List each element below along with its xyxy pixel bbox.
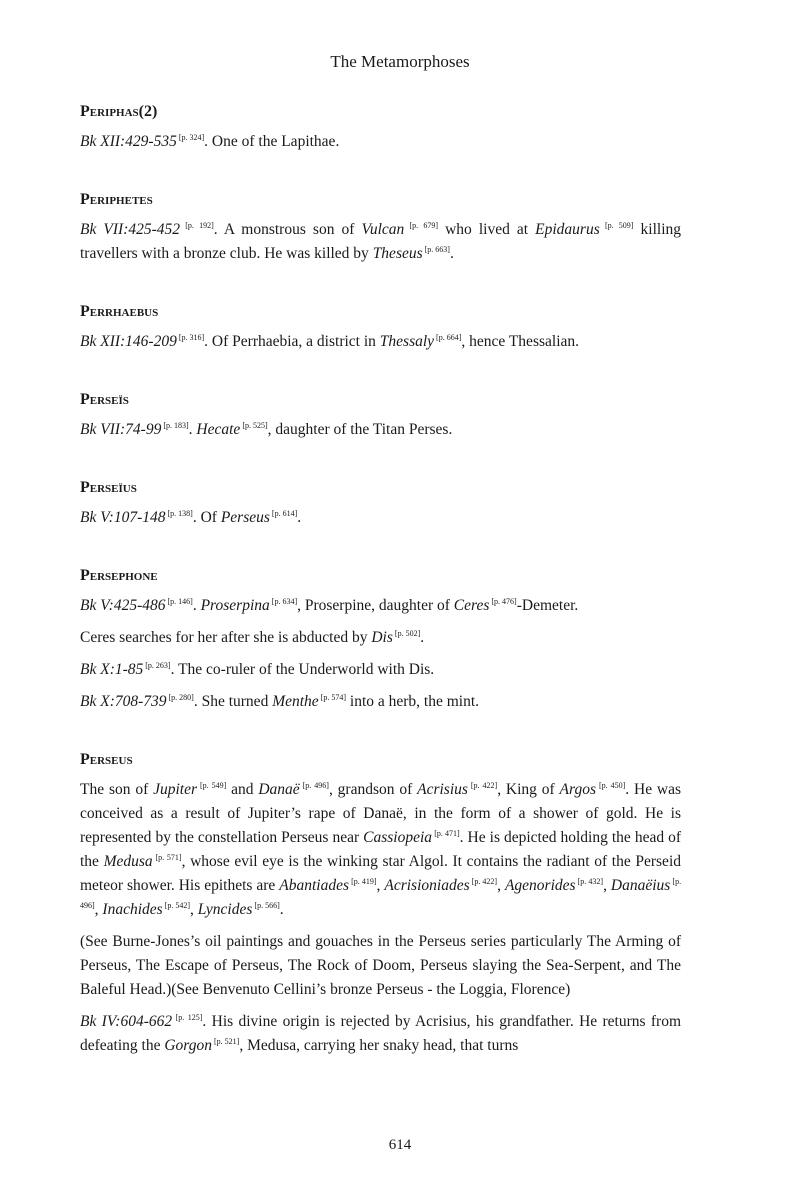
body-text: , [376,877,385,894]
page-reference[interactable]: [p. 183] [161,420,189,430]
page-reference[interactable]: [p. 450] [596,780,626,790]
entry-paragraph [80,506,681,530]
page-reference[interactable]: [p. 614] [269,508,298,518]
cross-reference-link[interactable]: Proserpina [200,597,270,614]
entry-title: Periphetes [80,191,153,208]
book-line-reference[interactable]: Bk XII:146-209 [80,333,177,350]
body-text: . He was conceived as a result of Jupiter’s rape of Danaë, in the form of a shower of gold. He is represented by the constellation Perseus near [80,781,682,846]
page-reference[interactable]: [p. 476] [489,596,517,606]
entry-paragraph [80,594,681,618]
cross-reference-link[interactable]: Acrisius [417,781,468,798]
page-reference[interactable]: [p. 316] [176,332,205,342]
book-line-reference[interactable]: Bk X:1-85 [80,661,144,678]
cross-reference-link[interactable]: Medusa [103,853,153,870]
entry-paragraph [80,690,681,714]
body-text: , Medusa, carrying her snaky head, that turns [239,1037,519,1054]
cross-reference-link[interactable]: Agenorides [504,877,576,894]
body-text: , grandson of [328,781,418,798]
page-reference[interactable]: [p. 521] [212,1036,240,1046]
page-reference[interactable]: [p. 419] [349,876,377,886]
glossary-entry [80,300,681,354]
page-reference[interactable]: [p. 125] [172,1012,203,1022]
body-text: , [94,901,103,918]
entry-title: Perrhaebus [80,303,159,320]
entry-title: Perseus [80,751,133,768]
page-reference[interactable]: [p. 525] [240,420,268,430]
page-reference[interactable]: [p. 566] [252,900,280,910]
book-line-reference[interactable]: Bk X:708-739 [80,693,167,710]
page-reference[interactable]: [p. 280] [166,692,194,702]
body-text: . [192,597,201,614]
page-reference[interactable]: [p. 509] [599,220,634,230]
body-text: . [279,901,284,918]
cross-reference-link[interactable]: Cassiopeia [363,829,433,846]
body-text: . [188,421,197,438]
entry-paragraph [80,330,681,354]
body-text: . She turned [193,693,273,710]
page-reference[interactable]: [p. 542] [162,900,191,910]
cross-reference-link[interactable]: Acrisioniades [384,877,470,894]
body-text: . Of Perrhaebia, a district in [204,333,380,350]
body-text: , Proserpine, daughter of [297,597,454,614]
cross-reference-link[interactable]: Epidaurus [535,221,600,238]
body-text: . One of the Lapithae. [204,133,340,150]
glossary-entry [80,388,681,442]
body-text: . He is depicted holding the head of the [80,829,681,870]
cross-reference-link[interactable]: Theseus [372,245,423,262]
page-reference[interactable]: [p. 496] [299,780,329,790]
book-line-reference[interactable]: Bk XII:429-535 [80,133,177,150]
page-reference[interactable]: [p. 679] [404,220,438,230]
body-text: . Of [192,509,221,526]
entry-title: Perseïs [80,391,129,408]
entry-paragraph [80,1010,681,1058]
page-reference[interactable]: [p. 138] [165,508,193,518]
body-text: (See Burne-Jones’s oil paintings and gouaches in the Perseus series particularly The Arming of Perseus, The Escape of Perseus, The Rock of Doom, Perseus slaying the Sea-Serpent, and The Baleful Head.)(See Benvenuto Cellini’s bronze Perseus - the Loggia, Florence) [80,933,681,998]
page-reference[interactable]: [p. 634] [269,596,298,606]
body-text: The son of [80,781,154,798]
glossary-entry [80,188,681,266]
cross-reference-link[interactable]: Inachides [102,901,163,918]
cross-reference-link[interactable]: Jupiter [153,781,197,798]
body-text: , [190,901,198,918]
cross-reference-link[interactable]: Argos [559,781,596,798]
book-line-reference[interactable]: Bk VII:425-452 [80,221,181,238]
book-line-reference[interactable]: Bk IV:604-662 [80,1013,173,1030]
entry-paragraph [80,626,681,650]
entry-paragraph [80,930,681,1002]
body-text: , King of [497,781,560,798]
cross-reference-link[interactable]: Thessaly [379,333,435,350]
body-text: . [449,245,454,262]
entry-paragraph [80,778,681,922]
cross-reference-link[interactable]: Hecate [196,421,241,438]
body-text: and [226,781,259,798]
page-reference[interactable]: [p. 502] [392,628,421,638]
page-reference[interactable]: [p. 263] [143,660,171,670]
body-text: . The co-ruler of the Underworld with Dis. [170,661,435,678]
page-reference[interactable]: [p. 471] [432,828,460,838]
body-text: Ceres searches for her after she is abducted by [80,629,372,646]
glossary-entry [80,564,681,714]
body-text: -Demeter. [516,597,579,614]
entry-paragraph [80,130,681,154]
entry-title: Perseïus [80,479,137,496]
entry-title: Periphas(2) [80,103,158,120]
page-number: 614 [388,1137,412,1153]
page-reference[interactable]: [p. 663] [422,244,450,254]
page-reference[interactable]: [p. 574] [318,692,347,702]
running-header: The Metamorphoses [330,52,470,71]
cross-reference-link[interactable]: Abantiades [279,877,350,894]
body-text: who lived at [438,221,536,238]
page-reference[interactable]: [p. 664] [434,332,462,342]
entry-paragraph [80,218,681,266]
entry-paragraph [80,418,681,442]
page-reference[interactable]: [p. 192] [180,220,214,230]
cross-reference-link[interactable]: Dis [371,629,393,646]
cross-reference-link[interactable]: Lyncides [197,901,253,918]
cross-reference-link[interactable]: Vulcan [361,221,405,238]
body-text: . [420,629,425,646]
page-reference[interactable]: [p. 324] [176,132,205,142]
glossary-entry [80,476,681,530]
page-reference[interactable]: [p. 571] [152,852,182,862]
page-reference[interactable]: [p. 146] [165,596,193,606]
cross-reference-link[interactable]: Danaëius [610,877,671,894]
body-text: , [603,877,611,894]
entry-paragraph [80,658,681,682]
cross-reference-link[interactable]: Ceres [453,597,490,614]
page-reference[interactable]: [p. 496] [80,876,682,910]
page-reference[interactable]: [p. 422] [469,876,498,886]
body-text: killing travellers with a bronze club. He was killed by [80,221,682,262]
body-text: . A monstrous son of [213,221,362,238]
cross-reference-link[interactable]: Gorgon [164,1037,213,1054]
page-reference[interactable]: [p. 432] [575,876,604,886]
body-text: into a herb, the mint. [346,693,480,710]
book-line-reference[interactable]: Bk VII:74-99 [80,421,162,438]
page-reference[interactable]: [p. 422] [467,780,498,790]
body-text: , daughter of the Titan Perses. [267,421,453,438]
cross-reference-link[interactable]: Menthe [272,693,319,710]
body-text: , hence Thessalian. [461,333,580,350]
glossary-content [80,100,681,1092]
body-text: . [297,509,302,526]
page-reference[interactable]: [p. 549] [196,780,227,790]
book-line-reference[interactable]: Bk V:425-486 [80,597,166,614]
body-text: . His divine origin is rejected by Acrisius, his grandfather. He returns from defeating the [80,1013,682,1054]
entry-title: Persephone [80,567,158,584]
glossary-entry [80,100,681,154]
cross-reference-link[interactable]: Perseus [220,509,270,526]
cross-reference-link[interactable]: Danaë [258,781,300,798]
glossary-entry [80,748,681,1058]
book-line-reference[interactable]: Bk V:107-148 [80,509,166,526]
body-text: , whose evil eye is the winking star Algol. It contains the radiant of the Perseid meteor shower. His epithets are [80,853,681,894]
body-text: , [497,877,505,894]
